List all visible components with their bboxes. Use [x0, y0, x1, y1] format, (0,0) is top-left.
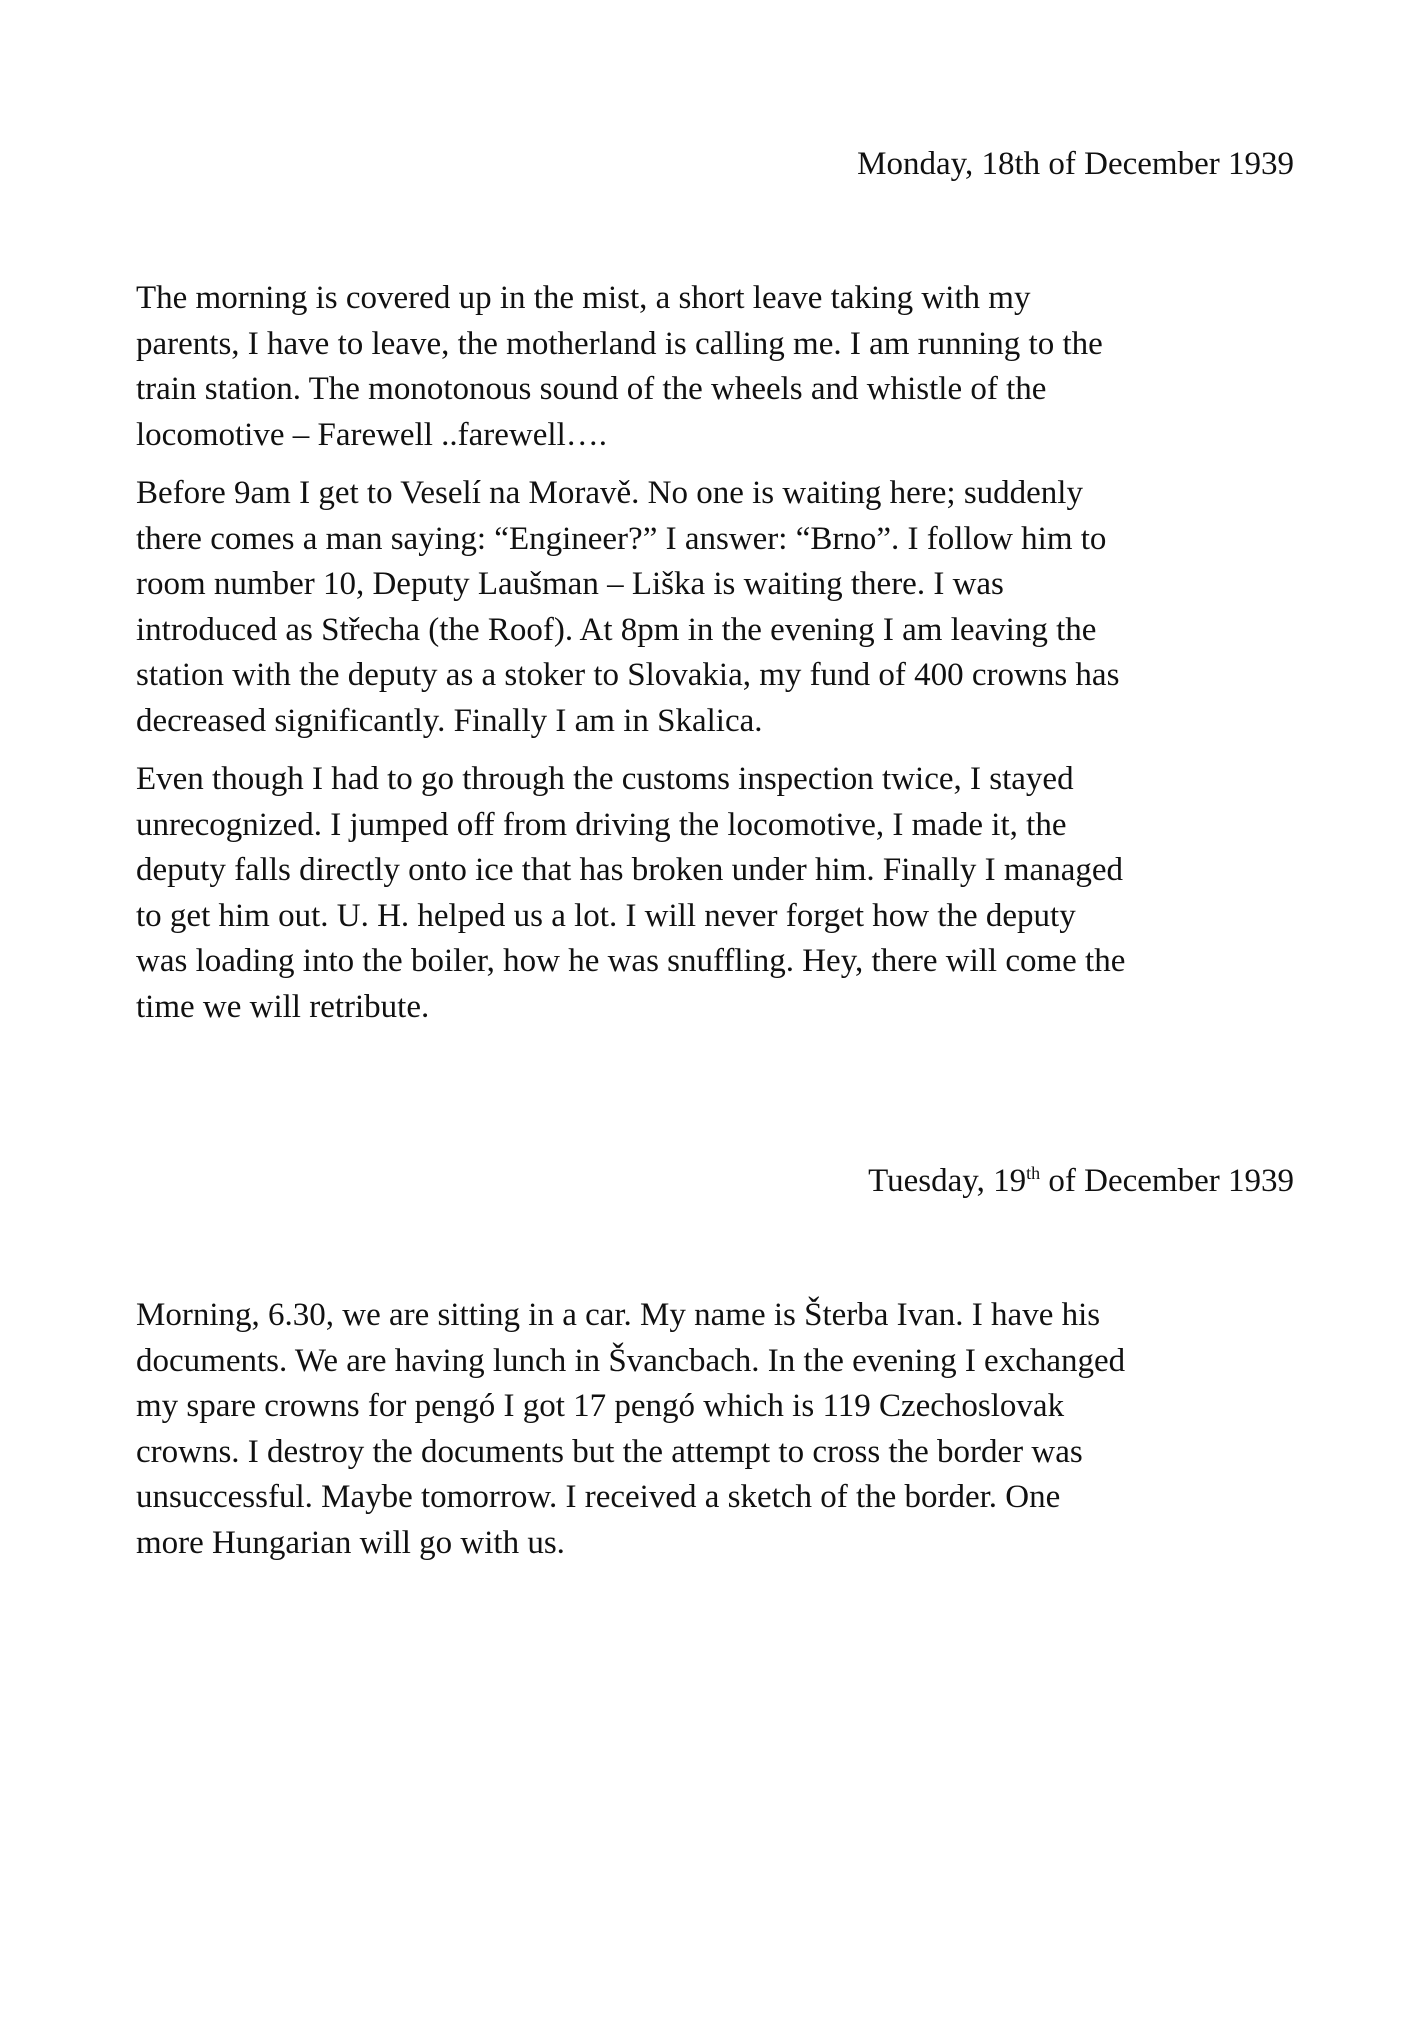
- text-line: parents, I have to leave, the motherland is calling me. I am running to the: [136, 325, 1103, 362]
- date-day-suffix: th: [1026, 1163, 1041, 1183]
- text-line: time we will retribute.: [136, 988, 430, 1025]
- date-day: 19: [993, 1163, 1027, 1199]
- text-line: room number 10, Deputy Laušman – Liška is waiting there. I was: [136, 566, 1004, 602]
- date-weekday: Tuesday,: [868, 1163, 994, 1199]
- text-line: Before 9am I get to Veselí na Moravě. No one is waiting here; suddenly: [136, 475, 1083, 511]
- date-weekday: Monday,: [857, 146, 982, 182]
- text-line: there comes a man saying: “Engineer?” I answer: “Brno”. I follow him to: [136, 520, 1107, 557]
- paragraph: [136, 471, 1306, 744]
- date-rest: of December 1939: [1040, 1163, 1294, 1199]
- entry-date-tuesday: [868, 1161, 1294, 1201]
- text-line: unrecognized. I jumped off from driving the locomotive, I made it, the: [136, 806, 1067, 843]
- text-line: crowns. I destroy the documents but the attempt to cross the border was: [136, 1433, 1083, 1470]
- text-line: Morning, 6.30, we are sitting in a car. My name is Šterba Ivan. I have his: [136, 1297, 1101, 1333]
- text-line: more Hungarian will go with us.: [136, 1524, 565, 1561]
- text-line: introduced as Střecha (the Roof). At 8pm in the evening I am leaving the: [136, 611, 1097, 648]
- text-line: The morning is covered up in the mist, a short leave taking with my: [136, 280, 1031, 316]
- text-line: locomotive – Farewell ..farewell….: [136, 416, 608, 453]
- paragraph: [136, 276, 1306, 458]
- paragraph: [136, 1293, 1306, 1566]
- text-line: decreased significantly. Finally I am in Skalica.: [136, 702, 763, 739]
- text-line: train station. The monotonous sound of the wheels and whistle of the: [136, 371, 1047, 407]
- text-line: my spare crowns for pengó I got 17 pengó which is 119 Czechoslovak: [136, 1388, 1065, 1424]
- text-line: deputy falls directly onto ice that has broken under him. Finally I managed: [136, 852, 1123, 888]
- text-line: to get him out. U. H. helped us a lot. I will never forget how the deputy: [136, 897, 1076, 934]
- date-rest: of December 1939: [1040, 146, 1294, 182]
- date-day: 18th: [981, 146, 1041, 182]
- entry-date-monday: [857, 144, 1294, 184]
- text-line: unsuccessful. Maybe tomorrow. I received a sketch of the border. One: [136, 1479, 1061, 1515]
- paragraph: [136, 757, 1306, 1030]
- entry-body-monday: [136, 276, 1306, 1043]
- text-line: station with the deputy as a stoker to Slovakia, my fund of 400 crowns has: [136, 657, 1120, 693]
- text-line: Even though I had to go through the customs inspection twice, I stayed: [136, 761, 1074, 797]
- entry-body-tuesday: [136, 1293, 1306, 1579]
- text-line: documents. We are having lunch in Švancbach. In the evening I exchanged: [136, 1342, 1126, 1379]
- text-line: was loading into the boiler, how he was snuffling. Hey, there will come the: [136, 943, 1126, 979]
